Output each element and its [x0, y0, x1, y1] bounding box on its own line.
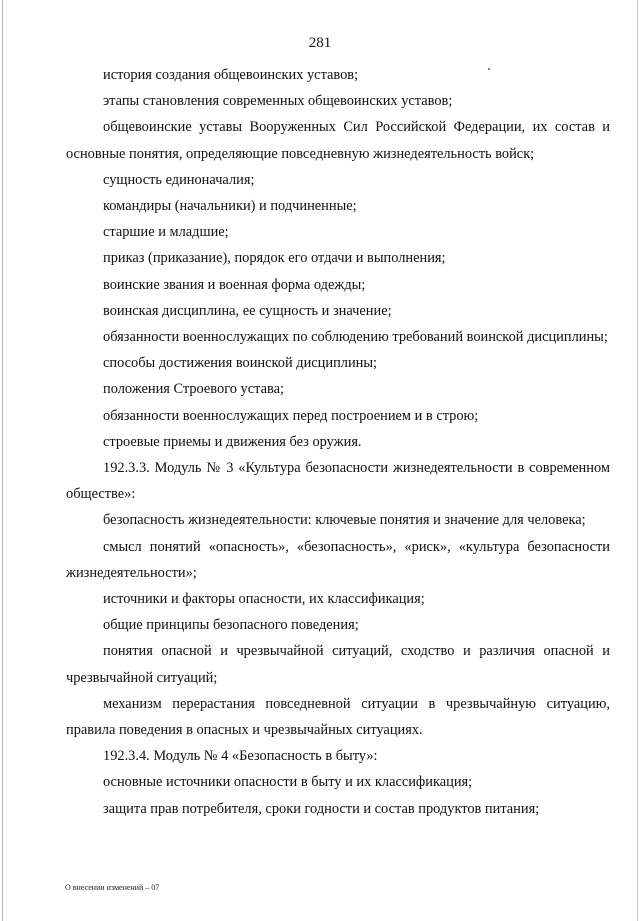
- paragraph: командиры (начальники) и подчиненные;: [103, 198, 357, 215]
- paragraph: положения Строевого устава;: [103, 381, 284, 398]
- paragraph: история создания общевоинских уставов;: [103, 67, 359, 83]
- paragraph: воинская дисциплина, ее сущность и значение;: [103, 302, 392, 319]
- paragraph: этапы становления современных общевоинских уставов;: [103, 93, 453, 110]
- section-heading: 192.3.4. Модуль № 4 «Безопасность в быту»:: [103, 748, 378, 765]
- paragraph: общие принципы безопасного поведения;: [103, 617, 359, 634]
- scan-edge-right: [637, 0, 638, 921]
- paragraph: смысл понятий «опасность», «безопасность», «риск», «культура безопасности жизнедеятельности»;: [66, 538, 610, 581]
- paragraph: механизм перерастания повседневной ситуации в чрезвычайную ситуацию, правила поведения в опасных и чрезвычайных ситуациях.: [66, 695, 610, 739]
- paragraph: воинские звания и военная форма одежды;: [103, 276, 366, 293]
- paragraph: источники и факторы опасности, их классификация;: [103, 591, 425, 608]
- paragraph: приказ (приказание), порядок его отдачи и выполнения;: [103, 250, 446, 267]
- section-heading: 192.3.3. Модуль № 3 «Культура безопасности жизнедеятельности в современном обществе»:: [66, 460, 610, 503]
- scan-edge-left: [2, 0, 3, 921]
- paragraph: обязанности военнослужащих перед построением и в строю;: [103, 407, 479, 424]
- page-number: 281: [308, 35, 332, 51]
- paragraph: старшие и младшие;: [103, 224, 229, 241]
- paragraph: обязанности военнослужащих по соблюдению требований воинской дисциплины;: [103, 329, 608, 346]
- paragraph: понятия опасной и чрезвычайной ситуаций, сходство и различия опасной и чрезвычайной ситуаций;: [66, 643, 610, 686]
- paragraph: сущность единоначалия;: [103, 171, 255, 188]
- paragraph: основные источники опасности в быту и их классификация;: [103, 774, 473, 791]
- paragraph: способы достижения воинской дисциплины;: [103, 355, 378, 372]
- paragraph: строевые приемы и движения без оружия.: [103, 433, 362, 450]
- footer-note: О внесении изменений – 07: [65, 883, 160, 892]
- paragraph: защита прав потребителя, сроки годности и состав продуктов питания;: [103, 800, 540, 817]
- paragraph: безопасность жизнедеятельности: ключевые понятия и значение для человека;: [103, 512, 586, 529]
- document-body: [66, 62, 610, 822]
- paragraph: общевоинские уставы Вооруженных Сил Российской Федерации, их состав и основные понятия, определяющие повседневную жизнедеятельность войск;: [66, 119, 610, 162]
